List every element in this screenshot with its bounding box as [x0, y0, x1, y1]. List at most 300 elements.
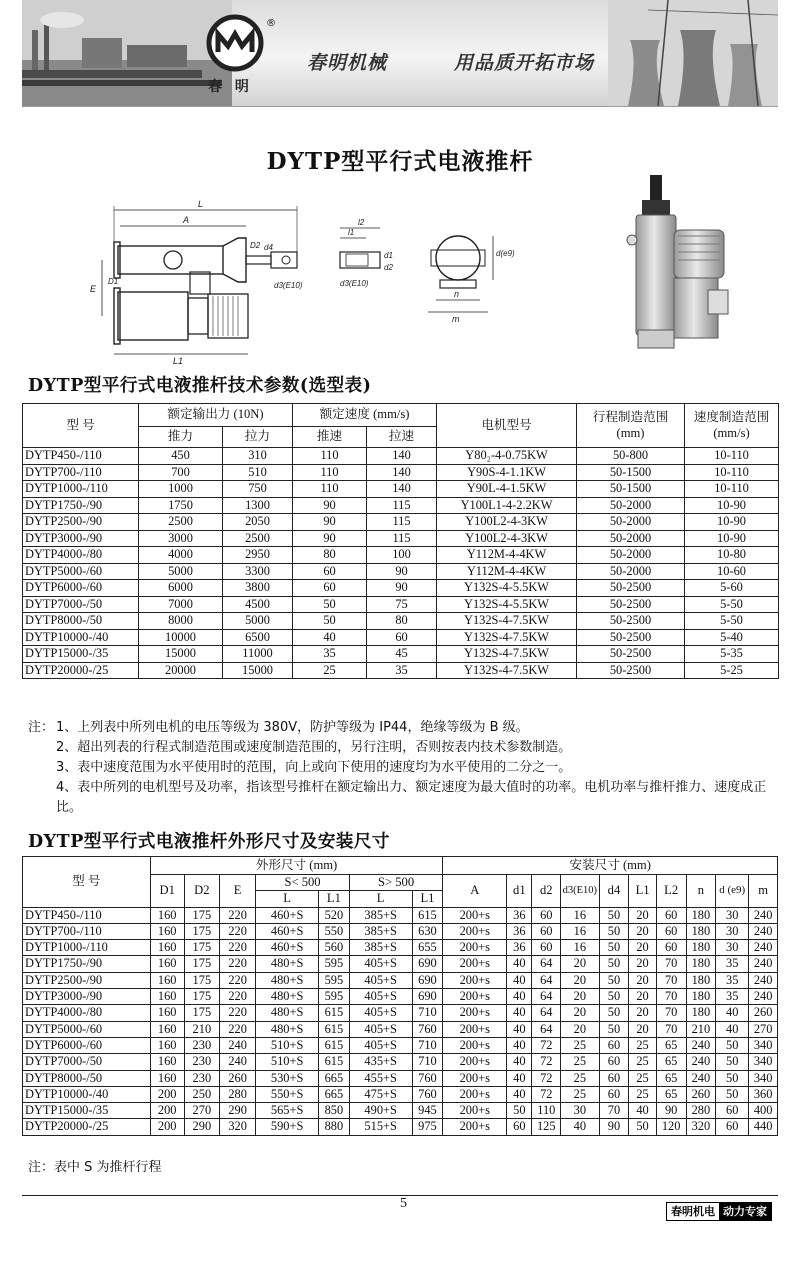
table-cell: 10000	[139, 629, 223, 646]
table-cell: 72	[532, 1086, 561, 1102]
table-cell: 50-800	[577, 448, 685, 465]
table-cell: 40	[629, 1103, 657, 1119]
footer-brand-name: 春明机电	[667, 1203, 719, 1220]
table-cell: 665	[318, 1070, 349, 1086]
table-cell: 200+s	[443, 940, 507, 956]
page-title: DYTP型平行式电液推杆	[266, 148, 534, 175]
table-cell: 50	[599, 972, 629, 988]
header-L1-large: L1	[412, 891, 443, 907]
header-stroke-range	[577, 404, 685, 448]
table-cell: 25	[561, 1070, 600, 1086]
table-cell: Y132S-4-7.5KW	[437, 629, 577, 646]
table-cell: 50-2000	[577, 563, 685, 580]
table-cell: 250	[184, 1086, 219, 1102]
table-cell: 530+S	[256, 1070, 319, 1086]
label-d3: d3(E10)	[274, 281, 303, 290]
table-cell: 50	[716, 1086, 749, 1102]
label-d1: d1	[384, 251, 393, 260]
table-cell: 710	[412, 1054, 443, 1070]
table-cell: 8000	[139, 613, 223, 630]
model-cell: DYTP20000-/25	[23, 662, 139, 679]
table-cell: 64	[532, 972, 561, 988]
dimension-table-title: DYTP型平行式电液推杆外形尺寸及安装尺寸	[28, 832, 390, 852]
table-cell: 35	[716, 972, 749, 988]
table-cell: 510	[223, 464, 293, 481]
table-cell: 750	[223, 481, 293, 498]
notes-prefix: 注：	[28, 720, 55, 735]
model-cell: DYTP1750-/90	[23, 497, 139, 514]
model-cell: DYTP20000-/25	[23, 1119, 151, 1135]
table-cell: 560	[318, 940, 349, 956]
table-cell: 615	[318, 1054, 349, 1070]
label-D2: D2	[250, 241, 261, 250]
table-cell: 710	[412, 1037, 443, 1053]
table-cell: Y112M-4-4KW	[437, 547, 577, 564]
table-cell: 1000	[139, 481, 223, 498]
table-cell: 220	[219, 940, 255, 956]
table-cell: 50	[599, 1005, 629, 1021]
table-cell: 4000	[139, 547, 223, 564]
table-cell: 50	[599, 1021, 629, 1037]
table-cell: 450	[139, 448, 223, 465]
table-cell: Y100L1-4-2.2KW	[437, 497, 577, 514]
slogan-quality: 用品质开拓市场	[454, 52, 595, 74]
table-cell: 200+s	[443, 1119, 507, 1135]
table-cell: 160	[150, 1021, 184, 1037]
table-cell: 64	[532, 989, 561, 1005]
table-cell: 240	[686, 1070, 716, 1086]
table-cell: 690	[412, 972, 443, 988]
model-cell: DYTP15000-/35	[23, 646, 139, 663]
table-cell: 40	[716, 1005, 749, 1021]
table-cell: 25	[629, 1054, 657, 1070]
table-cell: 25	[561, 1037, 600, 1053]
table-cell: 20	[561, 956, 600, 972]
note-2	[28, 738, 778, 758]
header-motor: 电机型号	[437, 404, 577, 448]
table-cell: 50	[599, 907, 629, 923]
table-cell: 40	[507, 972, 532, 988]
table-cell: 5-50	[685, 613, 779, 630]
table-cell: 2500	[223, 530, 293, 547]
table-cell: 50-2500	[577, 613, 685, 630]
table-cell: 160	[150, 1070, 184, 1086]
table-cell: Y132S-4-7.5KW	[437, 613, 577, 630]
table-cell: 35	[716, 956, 749, 972]
table-cell: 5-40	[685, 629, 779, 646]
table-cell: 385+S	[349, 923, 412, 939]
table-cell: 240	[749, 989, 778, 1005]
table-cell: 3300	[223, 563, 293, 580]
header-L1-small: L1	[318, 891, 349, 907]
table-cell: 64	[532, 1021, 561, 1037]
table-cell: 90	[367, 563, 437, 580]
table-cell: 25	[629, 1037, 657, 1053]
model-cell: DYTP4000-/80	[23, 1005, 151, 1021]
table-cell: 230	[184, 1070, 219, 1086]
table-cell: 90	[293, 497, 367, 514]
model-cell: DYTP1750-/90	[23, 956, 151, 972]
table-cell: 260	[749, 1005, 778, 1021]
table-cell: Y132S-4-7.5KW	[437, 646, 577, 663]
table-cell: 220	[219, 972, 255, 988]
table-cell: 5000	[223, 613, 293, 630]
table-cell: 90	[293, 514, 367, 531]
table-cell: 110	[293, 448, 367, 465]
table-cell: 50-2000	[577, 547, 685, 564]
table-cell: 60	[656, 907, 686, 923]
table-cell: 5000	[139, 563, 223, 580]
table-cell: 30	[716, 940, 749, 956]
table-cell: 175	[184, 1005, 219, 1021]
note-2-text: 2、超出列表的行程式制造范围或速度制造范围的，另行注明，否则按表内技术参数制造。	[56, 740, 572, 755]
table-cell: 180	[686, 972, 716, 988]
table-cell: 270	[749, 1021, 778, 1037]
table-cell: 65	[656, 1086, 686, 1102]
table-cell: 340	[749, 1037, 778, 1053]
table-cell: 5-25	[685, 662, 779, 679]
table-cell: 100	[367, 547, 437, 564]
model-cell: DYTP6000-/60	[23, 580, 139, 597]
table-cell: 290	[219, 1103, 255, 1119]
table-cell: 60	[599, 1037, 629, 1053]
model-cell: DYTP8000-/50	[23, 613, 139, 630]
table-cell: 175	[184, 989, 219, 1005]
label-m: m	[452, 314, 460, 324]
dimension-table-row	[23, 1070, 778, 1086]
table-cell: 175	[184, 972, 219, 988]
spec-table-row	[23, 530, 779, 547]
table-cell: 115	[367, 514, 437, 531]
model-cell: DYTP7000-/50	[23, 596, 139, 613]
table-cell: 175	[184, 956, 219, 972]
label-d3-clevis: d3(E10)	[340, 279, 369, 288]
table-cell: 50-1500	[577, 464, 685, 481]
table-cell: 25	[629, 1070, 657, 1086]
spec-table-row	[23, 514, 779, 531]
table-cell: 50	[599, 989, 629, 1005]
table-cell: 60	[293, 563, 367, 580]
label-d2: d2	[384, 263, 393, 272]
table-cell: 90	[293, 530, 367, 547]
table-cell: 16	[561, 940, 600, 956]
header-push: 推力	[139, 427, 223, 448]
table-cell: 10-90	[685, 530, 779, 547]
dimension-table-row	[23, 1021, 778, 1037]
table-cell: 60	[599, 1054, 629, 1070]
table-cell: Y100L2-4-3KW	[437, 530, 577, 547]
table-cell: 40	[507, 1086, 532, 1102]
header-s-gt-500: S> 500	[349, 875, 443, 891]
table-cell: 20	[561, 972, 600, 988]
table-cell: 65	[656, 1070, 686, 1086]
dimension-drawing	[78, 188, 598, 368]
header-push-speed: 推速	[293, 427, 367, 448]
table-cell: 10-90	[685, 497, 779, 514]
model-cell: DYTP1000-/110	[23, 481, 139, 498]
table-cell: 200+s	[443, 1086, 507, 1102]
table-cell: 655	[412, 940, 443, 956]
speed-range-unit: (mm/s)	[713, 425, 750, 440]
table-cell: 160	[150, 972, 184, 988]
note-1-text: 1、上列表中所列电机的电压等级为 380V，防护等级为 IP44，绝缘等级为 B 级。	[56, 720, 529, 735]
dimension-table-row	[23, 1103, 778, 1119]
table-cell: 1300	[223, 497, 293, 514]
model-cell: DYTP700-/110	[23, 464, 139, 481]
table-cell: 385+S	[349, 907, 412, 923]
table-cell: 240	[219, 1037, 255, 1053]
spec-table-row	[23, 547, 779, 564]
table-cell: Y100L2-4-3KW	[437, 514, 577, 531]
table-cell: 70	[656, 989, 686, 1005]
header-d1: d1	[507, 875, 532, 908]
table-cell: 480+S	[256, 956, 319, 972]
table-cell: 2500	[139, 514, 223, 531]
table-cell: 30	[716, 907, 749, 923]
table-cell: 220	[219, 1021, 255, 1037]
table-cell: 20	[629, 907, 657, 923]
table-cell: 60	[716, 1119, 749, 1135]
table-cell: 50	[507, 1103, 532, 1119]
dimension-table-row	[23, 989, 778, 1005]
table-cell: 590+S	[256, 1119, 319, 1135]
header-D1: D1	[150, 875, 184, 908]
table-cell: 405+S	[349, 1021, 412, 1037]
table-cell: 290	[184, 1119, 219, 1135]
table-cell: 200	[150, 1119, 184, 1135]
table-cell: 220	[219, 923, 255, 939]
table-cell: 3800	[223, 580, 293, 597]
footer-brand	[666, 1202, 772, 1221]
table-cell: 180	[686, 940, 716, 956]
spec-table-row	[23, 497, 779, 514]
header-speed: 额定速度 (mm/s)	[293, 404, 437, 427]
table-cell: 460+S	[256, 907, 319, 923]
table-cell: 80	[367, 613, 437, 630]
header-L2: L2	[656, 875, 686, 908]
table-cell: 760	[412, 1070, 443, 1086]
header-D2: D2	[184, 875, 219, 908]
table-cell: 20	[561, 989, 600, 1005]
table-cell: 36	[507, 907, 532, 923]
table-cell: 240	[749, 972, 778, 988]
table-cell: 80	[293, 547, 367, 564]
header-banner	[22, 0, 778, 107]
table-cell: 200+s	[443, 923, 507, 939]
header-d2: d2	[532, 875, 561, 908]
header-outline: 外形尺寸 (mm)	[150, 857, 443, 875]
table-cell: 5-35	[685, 646, 779, 663]
table-cell: 630	[412, 923, 443, 939]
label-A: A	[183, 215, 190, 225]
table-cell: 10-110	[685, 448, 779, 465]
table-cell: 50-2000	[577, 514, 685, 531]
table-cell: 90	[656, 1103, 686, 1119]
table-cell: 460+S	[256, 923, 319, 939]
table-cell: 180	[686, 907, 716, 923]
table-cell: 20	[629, 956, 657, 972]
table-cell: 760	[412, 1021, 443, 1037]
table-cell: 60	[716, 1103, 749, 1119]
table-cell: 60	[599, 1070, 629, 1086]
table-cell: 475+S	[349, 1086, 412, 1102]
table-cell: 615	[318, 1037, 349, 1053]
table-cell: 125	[532, 1119, 561, 1135]
spec-table-row	[23, 613, 779, 630]
table-cell: 50	[599, 923, 629, 939]
table-cell: 220	[219, 1005, 255, 1021]
table-cell: 1750	[139, 497, 223, 514]
table-cell: 690	[412, 989, 443, 1005]
table-cell: 40	[507, 1037, 532, 1053]
note-4	[28, 778, 778, 818]
label-de9: d(e9)	[496, 249, 515, 258]
spec-table-row	[23, 481, 779, 498]
table-cell: 220	[219, 956, 255, 972]
table-cell: 405+S	[349, 956, 412, 972]
table-cell: 160	[150, 1005, 184, 1021]
table-cell: 140	[367, 464, 437, 481]
header-model-2: 型 号	[23, 857, 151, 908]
table-cell: 480+S	[256, 989, 319, 1005]
spec-table-row	[23, 662, 779, 679]
table-cell: 115	[367, 497, 437, 514]
table-cell: 20000	[139, 662, 223, 679]
table-cell: 40	[561, 1119, 600, 1135]
table-cell: 50-2500	[577, 629, 685, 646]
table-cell: 36	[507, 923, 532, 939]
table-cell: 16	[561, 923, 600, 939]
table-cell: 320	[686, 1119, 716, 1135]
table-cell: Y112M-4-4KW	[437, 563, 577, 580]
table-cell: 40	[293, 629, 367, 646]
table-cell: 160	[150, 1054, 184, 1070]
table-cell: 15000	[223, 662, 293, 679]
label-n: n	[454, 289, 460, 299]
table-cell: 50	[293, 596, 367, 613]
table-cell: 40	[507, 1005, 532, 1021]
table-cell: 40	[716, 1021, 749, 1037]
table-cell: 70	[656, 1005, 686, 1021]
table-cell: 70	[656, 972, 686, 988]
table-cell: 25	[561, 1054, 600, 1070]
table-cell: 510+S	[256, 1054, 319, 1070]
table-cell: 50-1500	[577, 481, 685, 498]
dimension-table-row	[23, 940, 778, 956]
product-photo	[612, 170, 747, 355]
label-L1: L1	[173, 356, 184, 366]
table-cell: 10-110	[685, 464, 779, 481]
table-cell: 60	[507, 1119, 532, 1135]
table-cell: 6500	[223, 629, 293, 646]
table-cell: 110	[293, 464, 367, 481]
model-cell: DYTP2500-/90	[23, 972, 151, 988]
table-cell: 270	[184, 1103, 219, 1119]
table-cell: Y90L-4-1.5KW	[437, 481, 577, 498]
model-cell: DYTP1000-/110	[23, 940, 151, 956]
dimension-table-row	[23, 1119, 778, 1135]
table-cell: 140	[367, 448, 437, 465]
table-cell: 60	[367, 629, 437, 646]
table-cell: 175	[184, 940, 219, 956]
table-cell: 200+s	[443, 1037, 507, 1053]
table-cell: 360	[749, 1086, 778, 1102]
table-cell: 10-80	[685, 547, 779, 564]
table-cell: 180	[686, 1005, 716, 1021]
table-cell: 65	[656, 1054, 686, 1070]
spec-table-title: DYTP型平行式电液推杆技术参数(选型表)	[28, 376, 372, 396]
table-cell: 160	[150, 940, 184, 956]
table-cell: 595	[318, 956, 349, 972]
spec-table-row	[23, 563, 779, 580]
table-cell: 665	[318, 1086, 349, 1102]
header-model: 型 号	[23, 404, 139, 448]
table-cell: 10-60	[685, 563, 779, 580]
power-plant-image	[608, 0, 778, 106]
table-cell: 240	[749, 956, 778, 972]
table-cell: 400	[749, 1103, 778, 1119]
dimension-table-row	[23, 907, 778, 923]
table-cell: 200	[150, 1086, 184, 1102]
table-cell: 65	[656, 1037, 686, 1053]
table-cell: 25	[293, 662, 367, 679]
header-pull: 拉力	[223, 427, 293, 448]
header-install: 安装尺寸 (mm)	[443, 857, 778, 875]
label-l2: l2	[358, 218, 365, 227]
table-cell: Y132S-4-7.5KW	[437, 662, 577, 679]
footer-tagline: 动力专家	[719, 1203, 771, 1220]
table-cell: 700	[139, 464, 223, 481]
spec-table	[22, 403, 779, 679]
table-cell: 60	[599, 1086, 629, 1102]
table-cell: 20	[629, 972, 657, 988]
model-cell: DYTP700-/110	[23, 923, 151, 939]
table-cell: 615	[318, 1021, 349, 1037]
table-cell: 240	[749, 940, 778, 956]
table-cell: 5-50	[685, 596, 779, 613]
table-cell: 240	[749, 923, 778, 939]
table-cell: 220	[219, 989, 255, 1005]
table-cell: 64	[532, 1005, 561, 1021]
table-cell: 595	[318, 989, 349, 1005]
table-cell: 510+S	[256, 1037, 319, 1053]
header-n: n	[686, 875, 716, 908]
table-cell: 200+s	[443, 1070, 507, 1086]
registered-mark: ®	[266, 18, 276, 29]
stroke-note: 注：表中 S 为推杆行程	[28, 1160, 162, 1175]
table-cell: 50	[599, 956, 629, 972]
table-cell: 10-90	[685, 514, 779, 531]
header-L-large: L	[349, 891, 412, 907]
table-cell: 455+S	[349, 1070, 412, 1086]
table-cell: 405+S	[349, 972, 412, 988]
table-cell: 160	[150, 907, 184, 923]
header-d4: d4	[599, 875, 629, 908]
table-cell: 110	[532, 1103, 561, 1119]
table-cell: 200	[150, 1103, 184, 1119]
table-cell: 50-2500	[577, 662, 685, 679]
model-cell: DYTP7000-/50	[23, 1054, 151, 1070]
table-cell: Y132S-4-5.5KW	[437, 596, 577, 613]
table-cell: 200+s	[443, 907, 507, 923]
header-L-small: L	[256, 891, 319, 907]
table-cell: 20	[629, 923, 657, 939]
table-cell: 210	[184, 1021, 219, 1037]
table-cell: 35	[716, 989, 749, 1005]
table-cell: 40	[507, 989, 532, 1005]
table-cell: 16	[561, 907, 600, 923]
table-cell: 2050	[223, 514, 293, 531]
